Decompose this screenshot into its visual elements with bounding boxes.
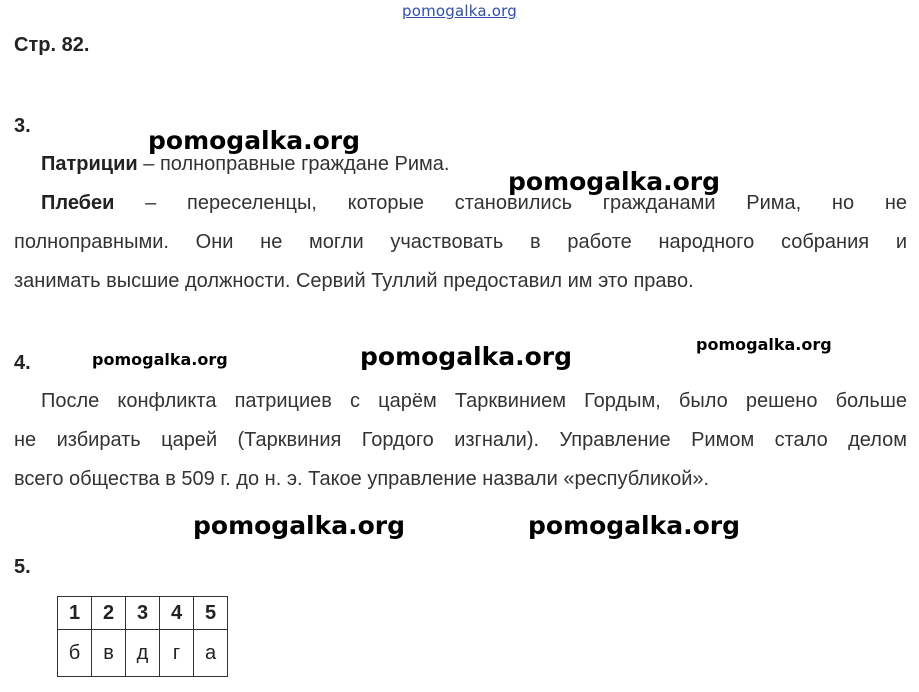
table-header-cell: 4 <box>160 597 194 630</box>
table-header-cell: 1 <box>58 597 92 630</box>
table-value-cell: а <box>194 630 228 677</box>
plebei-term: Плебеи <box>41 192 115 214</box>
watermark: pomogalka.org <box>193 511 406 540</box>
patricii-text: – полноправные граждане Рима. <box>137 153 450 175</box>
site-link-watermark[interactable]: pomogalka.org <box>402 2 517 20</box>
answer-table-header-row <box>58 597 228 630</box>
watermark: pomogalka.org <box>360 342 573 371</box>
plebei-line-3: занимать высшие должности. Сервий Туллий предоставил им это право. <box>14 270 694 292</box>
plebei-line-2: полноправными. Они не могли участвовать в работе народного собрания и <box>14 231 907 253</box>
plebei-line-1 <box>14 184 907 223</box>
answer-table-value-row <box>58 630 228 677</box>
table-header-cell: 3 <box>126 597 160 630</box>
section-4-number: 4. <box>14 352 31 374</box>
republic-line-3: всего общества в 509 г. до н. э. Такое управление назвали «республикой». <box>14 468 710 490</box>
table-value-cell: г <box>160 630 194 677</box>
plebei-text-1: – переселенцы, которые становились гражданами Рима, но не <box>114 192 907 214</box>
section-3-number: 3. <box>14 115 31 137</box>
republic-text-1: После конфликта патрициев с царём Тарквинием Гордым, было решено больше <box>41 390 907 412</box>
watermark: pomogalka.org <box>148 126 361 155</box>
table-value-cell: б <box>58 630 92 677</box>
watermark: pomogalka.org <box>92 350 228 369</box>
table-value-cell: д <box>126 630 160 677</box>
answer-table <box>57 596 228 677</box>
republic-paragraph <box>14 382 907 499</box>
table-header-cell: 2 <box>92 597 126 630</box>
section-5-number: 5. <box>14 556 31 578</box>
plebei-definition <box>14 184 907 301</box>
republic-line-2: не избирать царей (Тарквиния Гордого изгнали). Управление Римом стало делом <box>14 429 907 451</box>
table-value-cell: в <box>92 630 126 677</box>
page-label: Стр. 82. <box>14 34 90 56</box>
patricii-term: Патриции <box>41 153 138 175</box>
watermark: pomogalka.org <box>508 167 721 196</box>
watermark: pomogalka.org <box>528 511 741 540</box>
republic-line-1 <box>14 382 907 421</box>
table-header-cell: 5 <box>194 597 228 630</box>
watermark: pomogalka.org <box>696 335 832 354</box>
